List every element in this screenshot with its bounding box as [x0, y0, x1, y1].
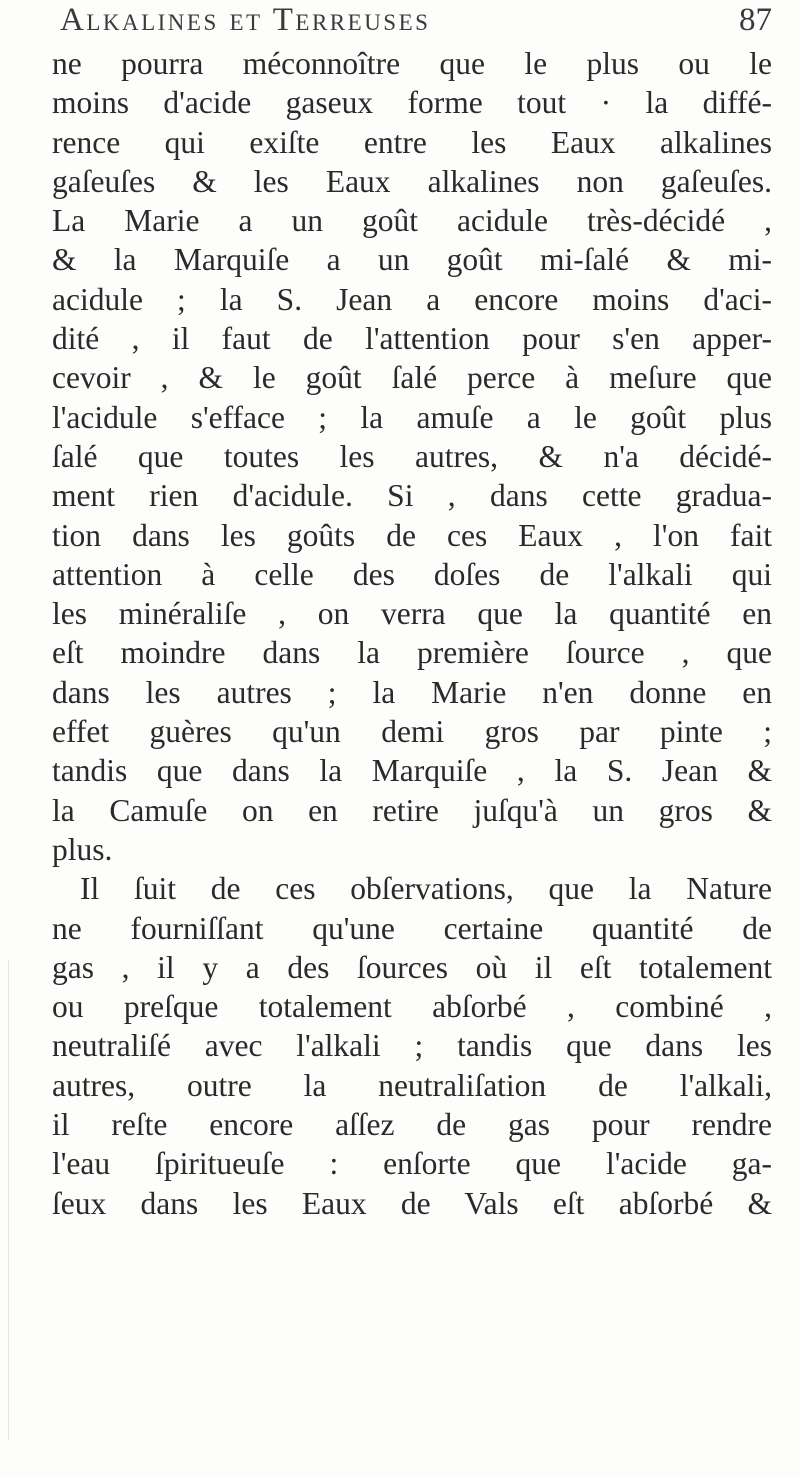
text-line: l'eau ſpiritueuſe : enſorte que l'acide ga-: [52, 1146, 772, 1182]
text-line: rence qui exiſte entre les Eaux alkalines: [52, 124, 772, 160]
text-line: ſalé que toutes les autres, & n'a décidé-: [52, 438, 772, 474]
text-line: plus.: [52, 831, 113, 867]
text-line: ſeux dans les Eaux de Vals eſt abſorbé &: [52, 1185, 772, 1221]
text-line: ou preſque totalement abſorbé , combiné ,: [52, 989, 772, 1025]
text-line: & la Marquiſe a un goût mi-ſalé & mi-: [52, 242, 772, 278]
text-line: La Marie a un goût acidule très-décidé ,: [52, 203, 772, 239]
text-line: Il ſuit de ces obſervations, que la Nature: [80, 871, 772, 907]
running-title: Alkalines et Terreuses: [60, 2, 431, 38]
body-text: [52, 44, 772, 1223]
text-line: ne fourniſſant qu'une certaine quantité de: [52, 910, 772, 946]
text-line: neutraliſé avec l'alkali ; tandis que dans les: [52, 1028, 772, 1064]
text-line: autres, outre la neutraliſation de l'alkali,: [52, 1067, 772, 1103]
text-line: dans les autres ; la Marie n'en donne en: [52, 674, 772, 710]
text-line: il reſte encore aſſez de gas pour rendre: [52, 1107, 772, 1143]
paragraph-1: [52, 44, 772, 869]
text-line: tandis que dans la Marquiſe , la S. Jean &: [52, 753, 772, 789]
text-line: ment rien d'acidule. Si , dans cette gradua-: [52, 478, 772, 514]
page-number: 87: [739, 2, 772, 38]
paragraph-2: [52, 869, 772, 1223]
text-line: les minéraliſe , on verra que la quantité en: [52, 596, 772, 632]
text-line: effet guères qu'un demi gros par pinte ;: [52, 714, 772, 750]
paper-crease: [8, 960, 9, 1440]
text-line: eſt moindre dans la première ſource , que: [52, 635, 772, 671]
text-line: gaſeuſes & les Eaux alkalines non gaſeuſes.: [52, 163, 772, 199]
text-line: la Camuſe on en retire juſqu'à un gros &: [52, 792, 772, 828]
text-line: cevoir , & le goût ſalé perce à meſure que: [52, 360, 772, 396]
text-line: moins d'acide gaseux forme tout · la diffé-: [52, 85, 772, 121]
text-line: acidule ; la S. Jean a encore moins d'aci-: [52, 281, 772, 317]
text-line: gas , il y a des ſources où il eſt totalement: [52, 949, 772, 985]
running-head: [60, 2, 780, 46]
text-line: tion dans les goûts de ces Eaux , l'on fait: [52, 517, 772, 553]
text-line: ne pourra méconnoître que le plus ou le: [52, 46, 772, 81]
text-line: attention à celle des doſes de l'alkali qui: [52, 556, 772, 592]
text-line: dité , il faut de l'attention pour s'en apper-: [52, 321, 772, 357]
text-line: l'acidule s'efface ; la amuſe a le goût plus: [52, 399, 772, 435]
